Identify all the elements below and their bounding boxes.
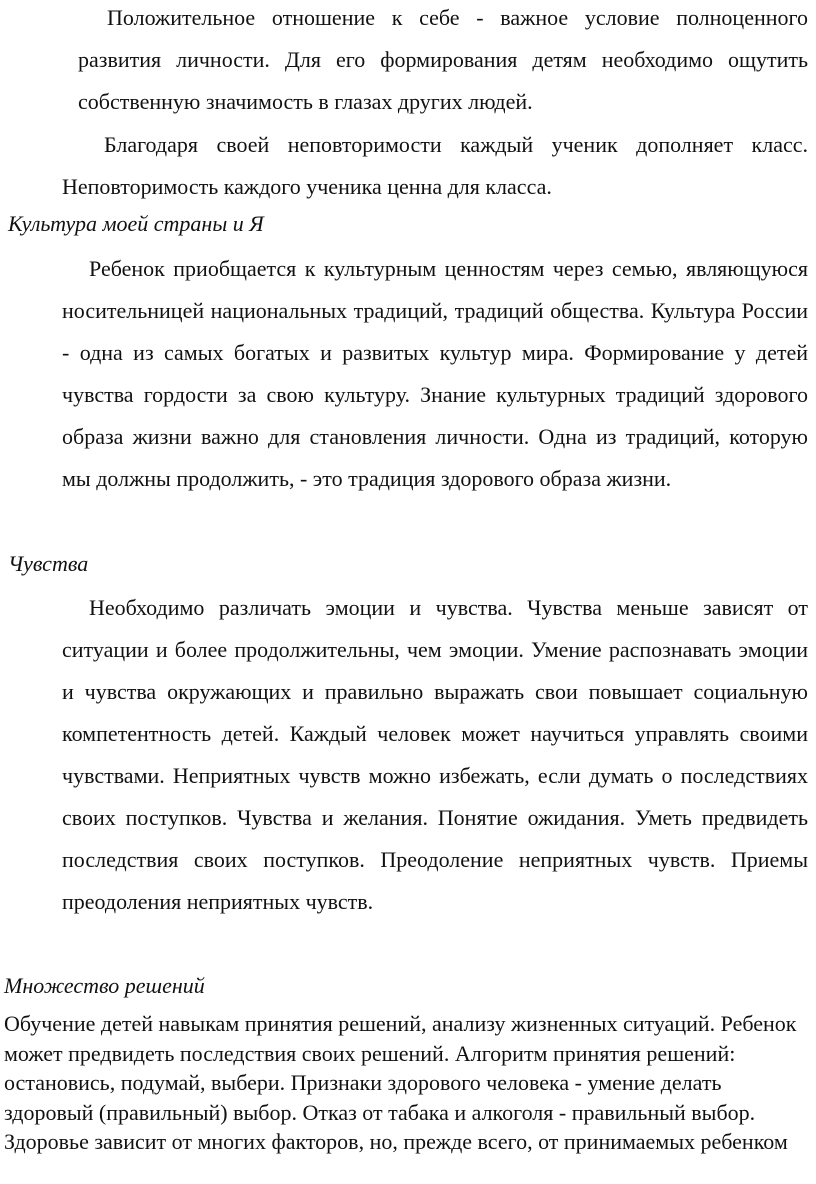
- heading-feelings: Чувства: [8, 551, 89, 576]
- paragraph-uniqueness: Благодаря своей неповторимости каждый ученик дополняет класс. Неповторимость каждого ученика ценна для класса.: [62, 132, 808, 199]
- paragraph-feelings: Необходимо различать эмоции и чувства. Чувства меньше зависят от ситуации и более продолжительны, чем эмоции. Умение распознавать эмоции и чувства окружающих и правильно выражать свои повышает социальную компетентность детей. Каждый человек может научиться управлять своими чувствами. Неприятных чувств можно избежать, если думать о последствиях своих поступков. Чувства и желания. Понятие ожидания. Уметь предвидеть последствия своих поступков. Преодоление неприятных чувств. Приемы преодоления неприятных чувств.: [62, 595, 808, 914]
- paragraph-culture: Ребенок приобщается к культурным ценностям через семью, являющуюся носительницей национальных традиций, традиций общества. Культура России - одна из самых богатых и развитых культур мира. Формирование у детей чувства гордости за свою культуру. Знание культурных традиций здорового образа жизни важно для становления личности. Одна из традиций, которую мы должны продолжить, - это традиция здорового образа жизни.: [62, 256, 808, 491]
- heading-decisions: Множество решений: [4, 973, 205, 998]
- paragraph-decisions: Обучение детей навыкам принятия решений, анализу жизненных ситуаций. Ребенок может предвидеть последствия своих решений. Алгоритм принятия решений: остановись, подумай, выбери. Признаки здорового человека - умение делать здоровый (правильный) выбор. Отказ от табака и алкоголя - правильный выбор. Здоровье зависит от многих факторов, но, прежде всего, от принимаемых ребенком: [4, 1011, 797, 1154]
- heading-culture: Культура моей страны и Я: [8, 211, 264, 236]
- paragraph-self-attitude: Положительное отношение к себе - важное условие полноценного развития личности. Для его формирования детям необходимо ощутить собственную значимость в глазах других людей.: [78, 5, 808, 114]
